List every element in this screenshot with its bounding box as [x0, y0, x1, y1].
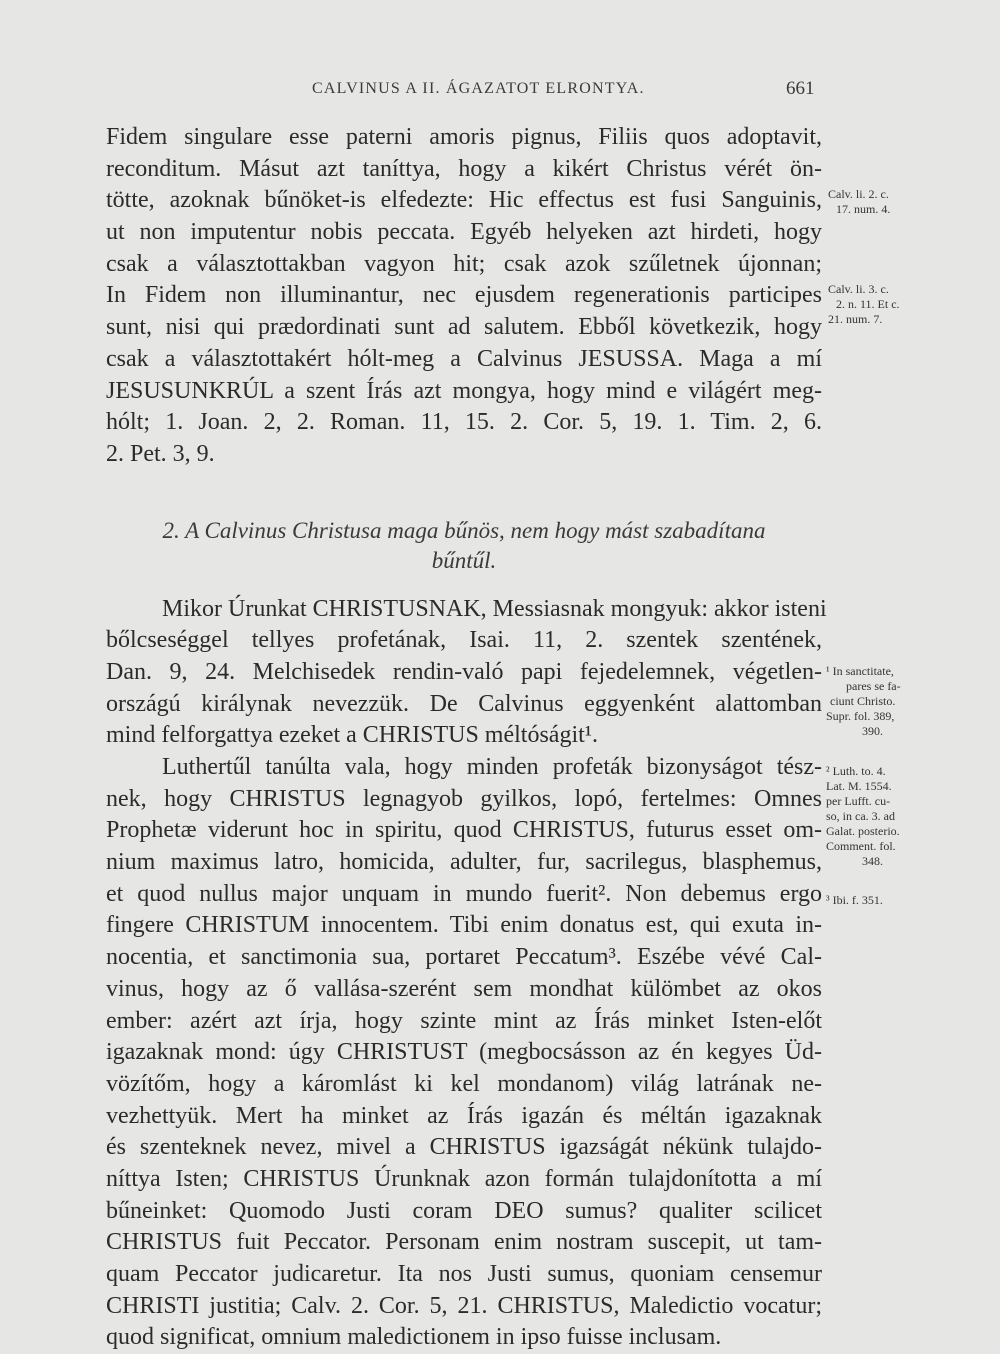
text-line: vezhettyük. Mert ha minket az Írás igazán és méltán igazaknak — [106, 1102, 822, 1129]
footnote-line: 348. — [862, 854, 883, 868]
text-line: Mikor Úrunkat CHRISTUSNAK, Messiasnak mongyuk: akkor isteni — [162, 595, 827, 622]
text-line: tötte, azoknak bűnöket-is elfedezte: Hic effectus est fusi Sanguinis, — [106, 187, 822, 214]
footnote-line: pares se fa- — [846, 679, 901, 693]
page-number: 661 — [786, 78, 815, 99]
footnote-line: Comment. fol. — [826, 839, 896, 853]
text-line: CHRISTI justitia; Calv. 2. Cor. 5, 21. CHRISTUS, Maledictio vocatur; — [106, 1292, 822, 1319]
text-line: In Fidem non illuminantur, nec ejusdem regenerationis participes — [106, 282, 822, 309]
text-line: JESUSUNKRÚL a szent Írás azt mongya, hogy mind e világért meg- — [106, 377, 822, 404]
running-head — [0, 74, 1000, 104]
text-line: ut non imputentur nobis peccata. Egyéb helyeken azt hirdeti, hogy — [106, 219, 822, 246]
margin-note-line: Calv. li. 2. c. — [828, 187, 889, 201]
text-line: nocentia, et sanctimonia sua, portaret Peccatum³. Eszébe vévé Cal- — [106, 944, 822, 971]
text-line: 2. Pet. 3, 9. — [106, 440, 215, 467]
footnote-line: ³ Ibi. f. 351. — [826, 893, 883, 907]
margin-note-line: Calv. li. 3. c. — [828, 282, 889, 296]
paragraph-1 — [106, 122, 822, 471]
footnote-1 — [826, 664, 901, 739]
footnote-3 — [826, 893, 883, 908]
margin-note-calv-1 — [828, 187, 890, 217]
footnote-line: ¹ In sanctitate, — [826, 664, 894, 678]
text-line: quam Peccator judicaretur. Ita nos Justi sumus, quoniam censemur — [106, 1261, 822, 1287]
text-line: reconditum. Másut azt taníttya, hogy a kikért Christus vérét ön- — [106, 155, 822, 182]
text-line: hólt; 1. Joan. 2, 2. Roman. 11, 15. 2. Cor. 5, 19. 1. Tim. 2, 6. — [106, 409, 822, 436]
paragraph-3 — [106, 752, 822, 1354]
text-line: országú királynak nevezzük. De Calvinus eggyenként alattomban — [106, 690, 822, 717]
text-line: ember: azért azt írja, hogy szinte mint az Írás minket Isten-előt — [106, 1007, 822, 1034]
text-line: csak a választottakért hólt-meg a Calvinus JESUSSA. Maga a mí — [106, 345, 822, 372]
text-line: nium maximus latro, homicida, adulter, fur, sacrilegus, blasphemus, — [106, 849, 822, 876]
margin-note-calv-2 — [828, 282, 900, 327]
text-line: fingere CHRISTUM innocentem. Tibi enim donatus est, qui exuta in- — [106, 912, 822, 939]
text-line: Dan. 9, 24. Melchisedek rendin-való papi fejedelemnek, végetlen- — [106, 658, 822, 685]
text-line: csak a választottakban vagyon hit; csak azok szűletnek újonnan; — [106, 250, 822, 277]
section-heading-cont: bűntűl. — [431, 547, 497, 573]
text-line: igazaknak mond: úgy CHRISTUST (megbocsásson az én kegyes Üd- — [106, 1039, 822, 1066]
running-head-title: CALVINUS A II. ÁGAZATOT ELRONTYA. — [312, 80, 645, 97]
text-line: sunt, nisi qui prædordinati sunt ad salutem. Ebből következik, hogy — [106, 314, 822, 341]
text-line: bőlcseséggel tellyes profetának, Isai. 11, 2. szentek szentének, — [106, 627, 822, 654]
main-text — [106, 122, 827, 1354]
footnote-line: ciunt Christo. — [830, 694, 896, 708]
footnote-line: 390. — [862, 724, 883, 738]
text-line: CHRISTUS fuit Peccator. Personam enim nostram suscepit, ut tam- — [106, 1229, 822, 1256]
margin-note-line: 2. n. 11. Et c. — [836, 297, 900, 311]
text-line: Fidem singulare esse paterni amoris pignus, Filiis quos adoptavit, — [106, 124, 822, 150]
text-line: bűneinket: Quomodo Justi coram DEO sumus? qualiter scilicet — [106, 1197, 822, 1224]
text-line: et quod nullus major unquam in mundo fuerit². Non debemus ergo — [106, 880, 822, 907]
text-line: Luthertűl tanúlta vala, hogy minden profeták bizonyságot tész- — [162, 754, 822, 780]
text-line: vözítőm, hogy a káromlást ki kel mondanom) világ latrának ne- — [106, 1070, 822, 1097]
footnote-line: so, in ca. 3. ad — [826, 809, 895, 823]
footnote-line: ² Luth. to. 4. — [826, 764, 886, 778]
section-heading: 2. A Calvinus Christusa maga bűnös, nem hogy mást szabadítana — [162, 517, 766, 543]
text-line: vinus, hogy az ő vallása-szerént sem mondhat külömbet az okos — [106, 975, 822, 1002]
text-line: níttya Isten; CHRISTUS Úrunknak azon formán tulajdonította a mí — [106, 1165, 822, 1192]
text-line: Prophetæ viderunt hoc in spiritu, quod CHRISTUS, futurus esset om- — [106, 817, 822, 844]
paragraph-2 — [106, 594, 827, 752]
footnote-2 — [826, 764, 900, 869]
text-line: mind felforgattya ezeket a CHRISTUS méltóságit¹. — [106, 722, 598, 749]
margin-note-line: 21. num. 7. — [828, 312, 883, 326]
footnote-line: per Lufft. cu- — [826, 794, 891, 808]
text-line: nek, hogy CHRISTUS legnagyob gyilkos, lopó, fertelmes: Omnes — [106, 785, 822, 812]
footnote-line: Galat. posterio. — [826, 824, 900, 838]
margin-note-line: 17. num. 4. — [836, 202, 891, 216]
text-line: és szenteknek nevez, mivel a CHRISTUS igazságát nékünk tulajdo- — [106, 1134, 822, 1161]
footnote-line: Lat. M. 1554. — [826, 779, 892, 793]
footnote-line: Supr. fol. 389, — [826, 709, 895, 723]
text-line: quod significat, omnium maledictionem in ipso fuisse inclusam. — [106, 1324, 722, 1351]
